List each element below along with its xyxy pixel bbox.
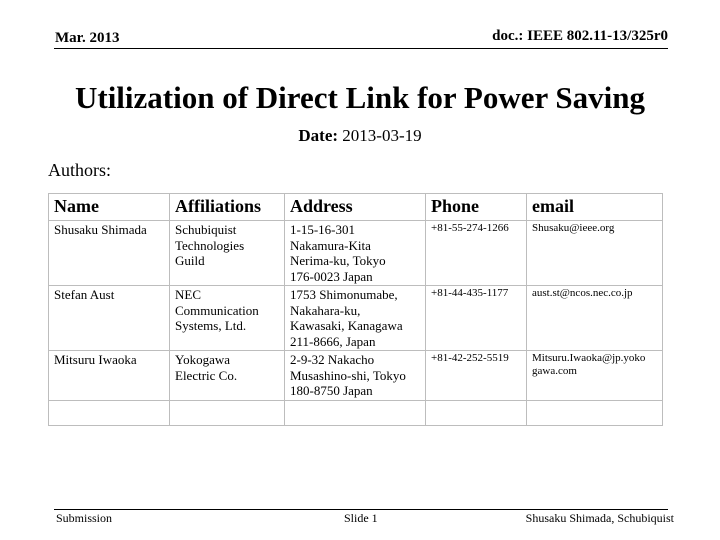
col-header-phone: Phone [426,194,527,221]
cell-text: Mitsuru Iwaoka [54,352,137,367]
cell-text: +81-44-435-1177 [431,287,509,299]
cell-text: Nakamura-Kita [290,237,371,253]
cell-email [527,286,663,351]
date-value: 2013-03-19 [342,126,422,145]
date-label: Date: [298,126,339,145]
cell-empty [170,400,285,425]
cell-phone [426,286,527,351]
cell-text: +81-42-252-5519 [431,352,509,364]
cell-text: 211-8666, Japan [290,333,376,349]
cell-address [285,221,426,286]
cell-text: Schubiquist [175,222,237,237]
authors-table [48,193,663,426]
footer-author: Shusaku Shimada, Schubiquist [525,511,674,525]
cell-affiliation [170,286,285,351]
cell-empty [527,400,663,425]
cell-email [527,351,663,401]
cell-text: NEC [175,287,201,302]
col-header-email: email [527,194,663,221]
cell-address [285,351,426,401]
cell-phone [426,221,527,286]
table-row-empty [49,400,663,425]
cell-text: Yokogawa [175,352,231,367]
cell-text: Mitsuru.Iwaoka@jp.yoko [532,352,646,364]
cell-text: +81-55-274-1266 [431,222,509,234]
header-rule [54,48,668,49]
cell-text: aust.st@ncos.nec.co.jp [532,287,633,299]
cell-text: 1753 Shimonumabe, [290,287,398,302]
authors-label: Authors: [48,160,111,180]
footer-slide-number: Slide 1 [344,511,378,525]
cell-empty [49,400,170,425]
table-row [49,286,663,351]
slide-title: Utilization of Direct Link for Power Saving [74,80,646,115]
cell-text: 180-8750 Japan [290,383,373,398]
footer-rule [54,509,668,510]
cell-text: Communication [175,302,259,318]
date-line [0,126,720,146]
cell-text: Nakahara-ku, [290,302,361,318]
header-doc-id: doc.: IEEE 802.11-13/325r0 [492,28,668,44]
cell-affiliation [170,351,285,401]
col-header-address: Address [285,194,426,221]
cell-name [49,286,170,351]
cell-text: Kawasaki, Kanagawa [290,318,403,333]
cell-text: Technologies [175,237,245,253]
cell-text: 1-15-16-301 [290,222,355,237]
cell-address [285,286,426,351]
cell-empty [426,400,527,425]
header-date: Mar. 2013 [55,30,120,46]
cell-text: Guild [175,253,205,268]
cell-empty [285,400,426,425]
col-header-affiliations: Affiliations [170,194,285,221]
cell-email [527,221,663,286]
cell-text: 176-0023 Japan [290,268,373,284]
cell-text: Systems, Ltd. [175,318,247,333]
cell-text: Electric Co. [175,367,238,383]
table-row [49,351,663,401]
cell-name [49,351,170,401]
cell-text: Shusaku Shimada [54,222,147,237]
cell-text: Stefan Aust [54,287,115,302]
cell-text: Nerima-ku, Tokyo [290,253,386,268]
cell-affiliation [170,221,285,286]
cell-text: gawa.com [532,365,577,377]
cell-text: 2-9-32 Nakacho [290,352,375,367]
cell-text: Musashino-shi, Tokyo [290,367,406,383]
cell-name [49,221,170,286]
col-header-name: Name [49,194,170,221]
table-header-row [49,194,663,221]
footer-submission: Submission [56,511,113,525]
cell-text: Shusaku@ieee.org [532,222,615,234]
table-row [49,221,663,286]
cell-phone [426,351,527,401]
